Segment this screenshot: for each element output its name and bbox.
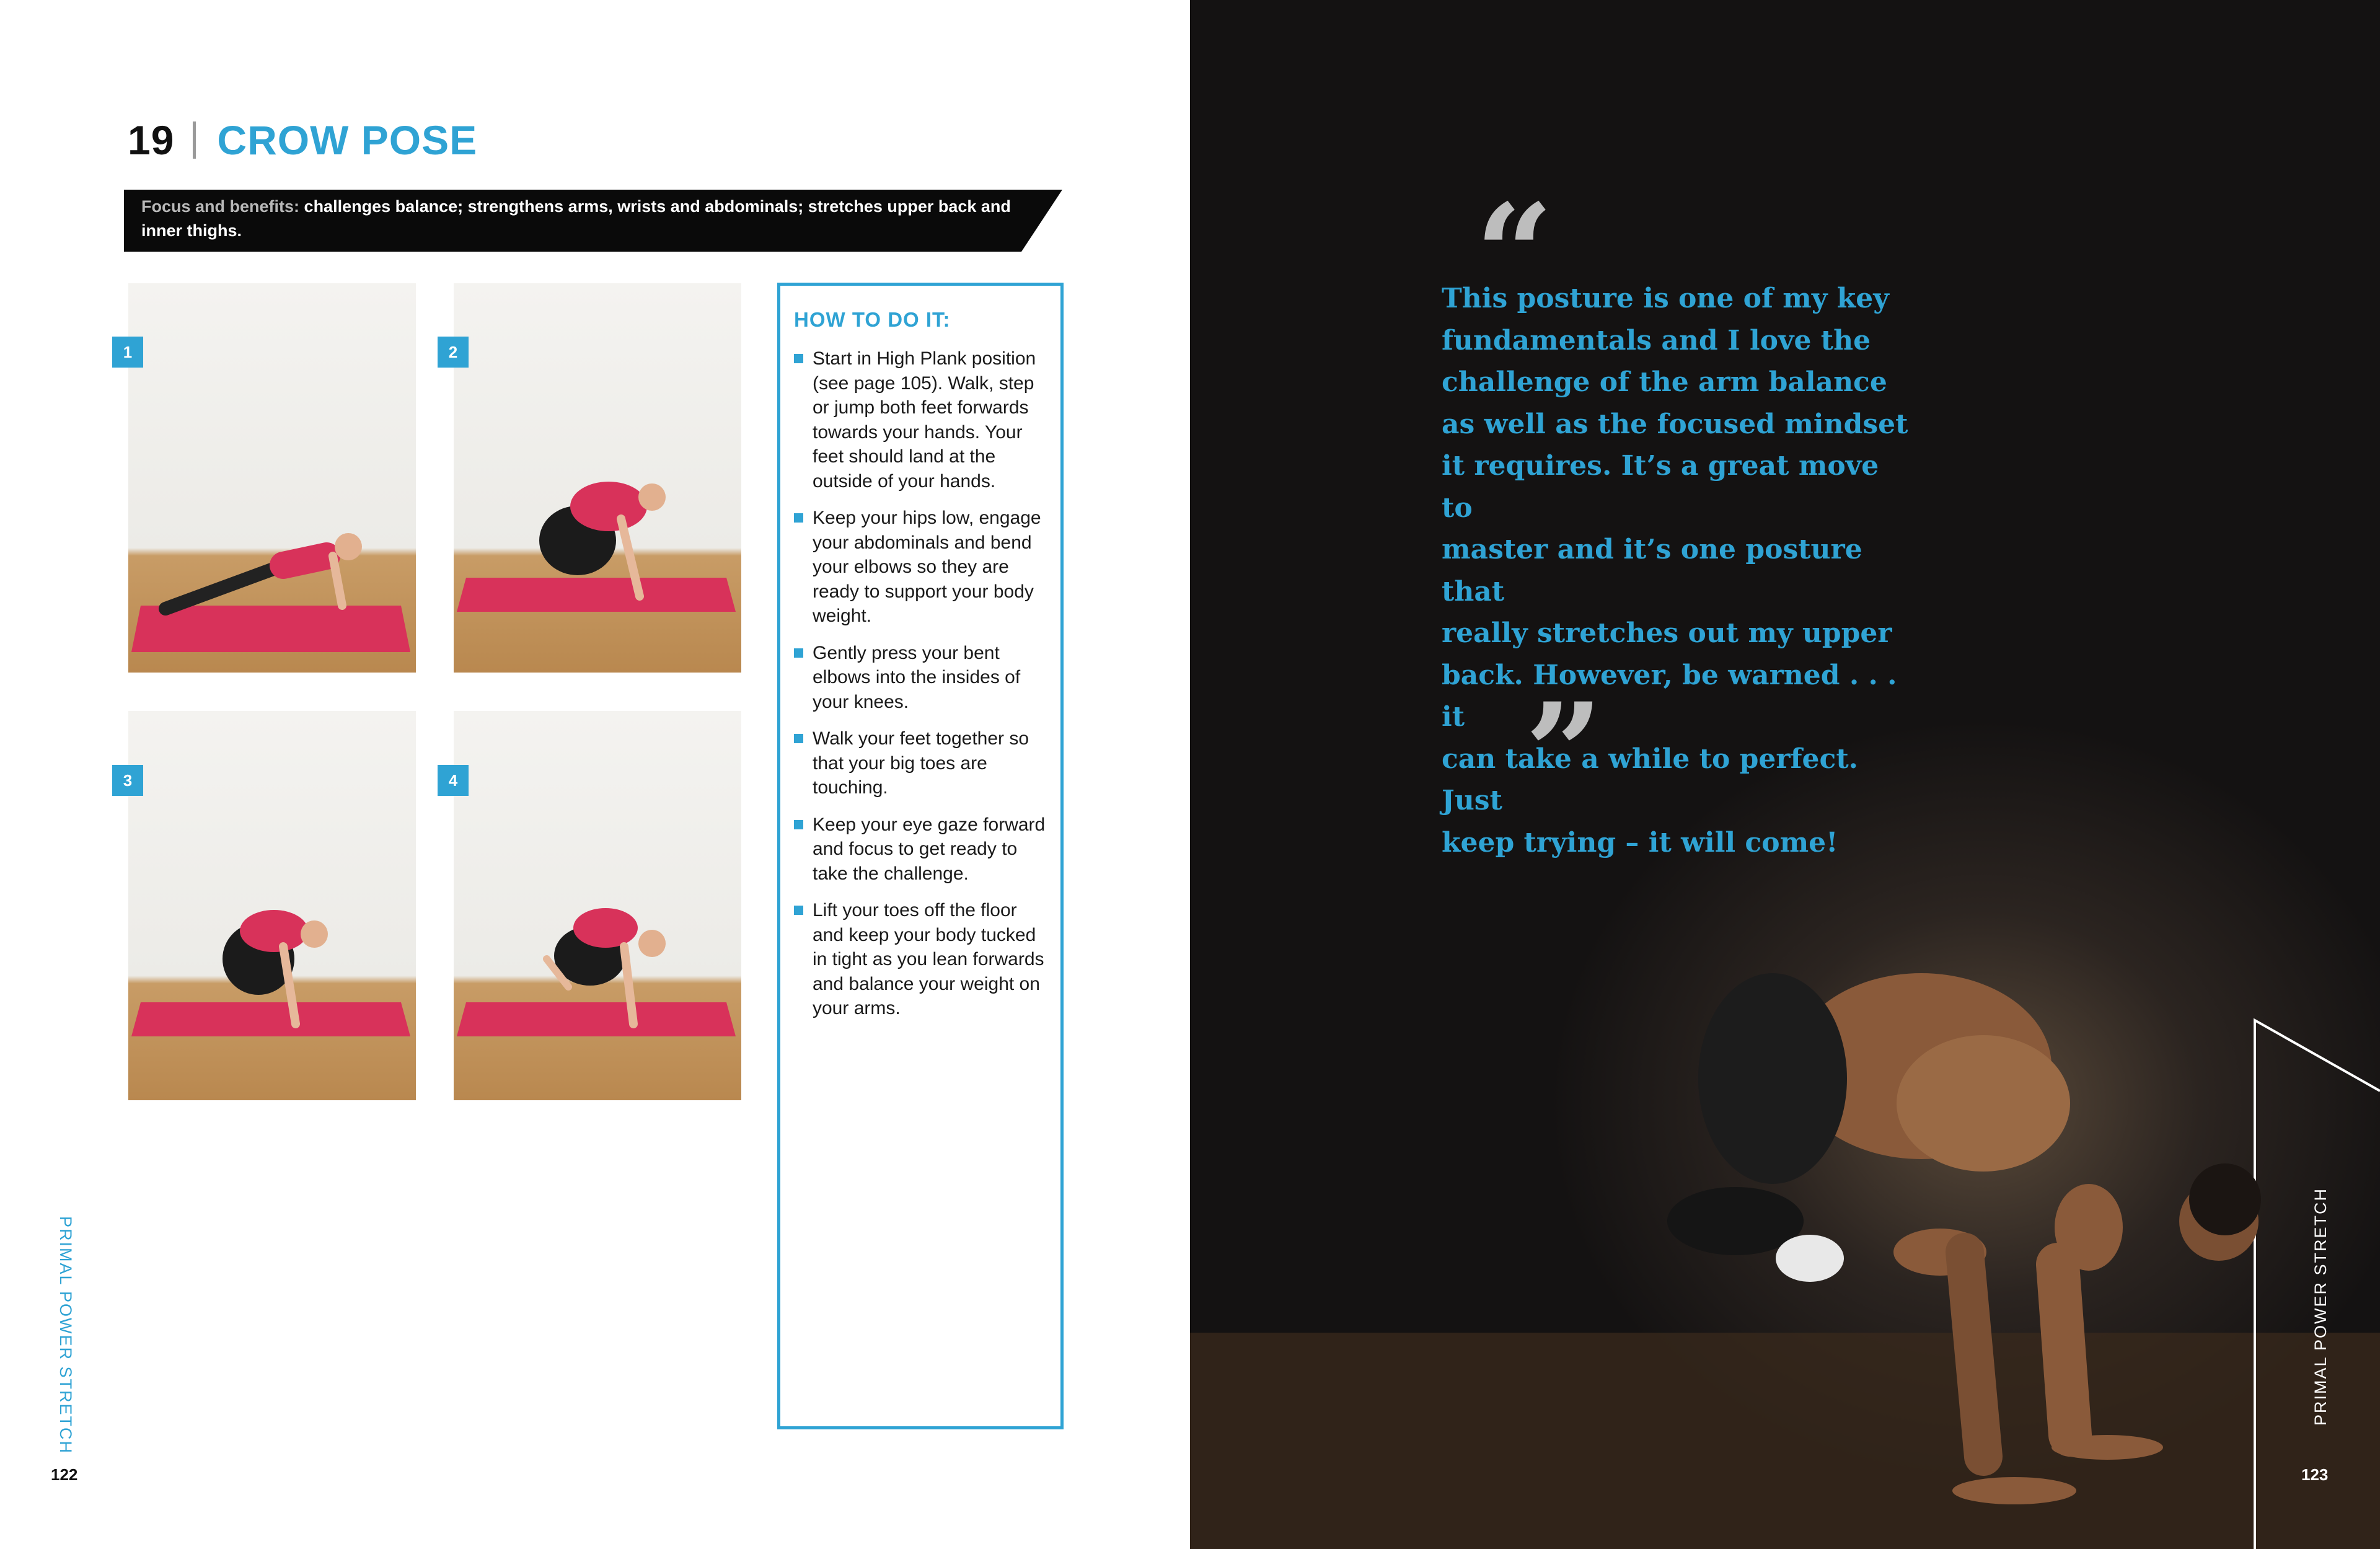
step-photo-3 — [128, 711, 416, 1100]
how-to-list — [794, 346, 1048, 1033]
quote-line: keep trying – it will come! — [1442, 826, 1838, 858]
exercise-title: CROW POSE — [217, 117, 478, 163]
page-number-left: 122 — [51, 1465, 78, 1484]
quote-line: back. However, be warned . . . it — [1442, 659, 1897, 733]
how-to-box — [777, 283, 1064, 1429]
how-to-item: Lift your toes off the floor and keep your body tucked in tight as you lean forwards and balance your weight on your arms. — [794, 898, 1048, 1021]
page-number-right: 123 — [2301, 1465, 2329, 1484]
quote-line: fundamentals and I love the — [1442, 324, 1871, 356]
step-photo-4 — [454, 711, 741, 1100]
how-to-item: Start in High Plank position (see page 105). Walk, step or jump both feet forwards towards your hands. Your feet should land at the outside of your hands. — [794, 346, 1048, 493]
how-to-item: Keep your eye gaze forward and focus to get ready to take the challenge. — [794, 813, 1048, 886]
step-1-illustration — [128, 283, 416, 673]
quote-close-mark: ” — [1525, 673, 1603, 833]
quote-line: as well as the focused mindset — [1442, 408, 1908, 440]
bullet-square-icon — [794, 648, 803, 658]
focus-benefits-text — [141, 195, 1034, 243]
step-number-2: 2 — [438, 337, 469, 368]
quote-line: This posture is one of my key — [1442, 283, 1889, 314]
step-photo-1 — [128, 283, 416, 673]
exercise-heading — [128, 109, 477, 171]
step-number-3: 3 — [112, 765, 143, 796]
focus-description: challenges balance; strengthens arms, wrists and abdominals; stretches upper back and inner thighs. — [141, 197, 1011, 240]
bullet-square-icon — [794, 354, 803, 363]
how-to-title: HOW TO DO IT: — [794, 308, 951, 331]
step-number-1: 1 — [112, 337, 143, 368]
running-title-left: PRIMAL POWER STRETCH — [56, 1216, 75, 1455]
step-3-illustration — [128, 711, 416, 1100]
step-2-illustration — [454, 283, 741, 673]
focus-benefits-band — [124, 190, 1062, 252]
quote-line: master and it’s one posture that — [1442, 534, 1862, 607]
quote-line: can take a while to perfect. Just — [1442, 743, 1858, 816]
quote-line: it requires. It’s a great move to — [1442, 450, 1879, 524]
how-to-item: Walk your feet together so that your big toes are touching. — [794, 726, 1048, 800]
bullet-square-icon — [794, 906, 803, 915]
quote-line: really stretches out my upper — [1442, 617, 1892, 649]
step-number-4: 4 — [438, 765, 469, 796]
focus-label: Focus and benefits: — [141, 197, 300, 216]
bullet-square-icon — [794, 513, 803, 523]
step-4-illustration — [454, 711, 741, 1100]
heading-divider — [193, 121, 196, 159]
how-to-item: Keep your hips low, engage your abdominals and bend your elbows so they are ready to support your body weight. — [794, 506, 1048, 629]
exercise-number: 19 — [128, 117, 175, 163]
how-to-item: Gently press your bent elbows into the insides of your knees. — [794, 641, 1048, 715]
quote-open-mark: “ — [1475, 174, 1554, 334]
pull-quote — [1442, 278, 1913, 863]
bullet-square-icon — [794, 734, 803, 743]
step-photo-2 — [454, 283, 741, 673]
right-page — [1190, 0, 2380, 1549]
running-title-right: PRIMAL POWER STRETCH — [2311, 1187, 2330, 1426]
bullet-square-icon — [794, 820, 803, 829]
quote-line: challenge of the arm balance — [1442, 366, 1887, 398]
